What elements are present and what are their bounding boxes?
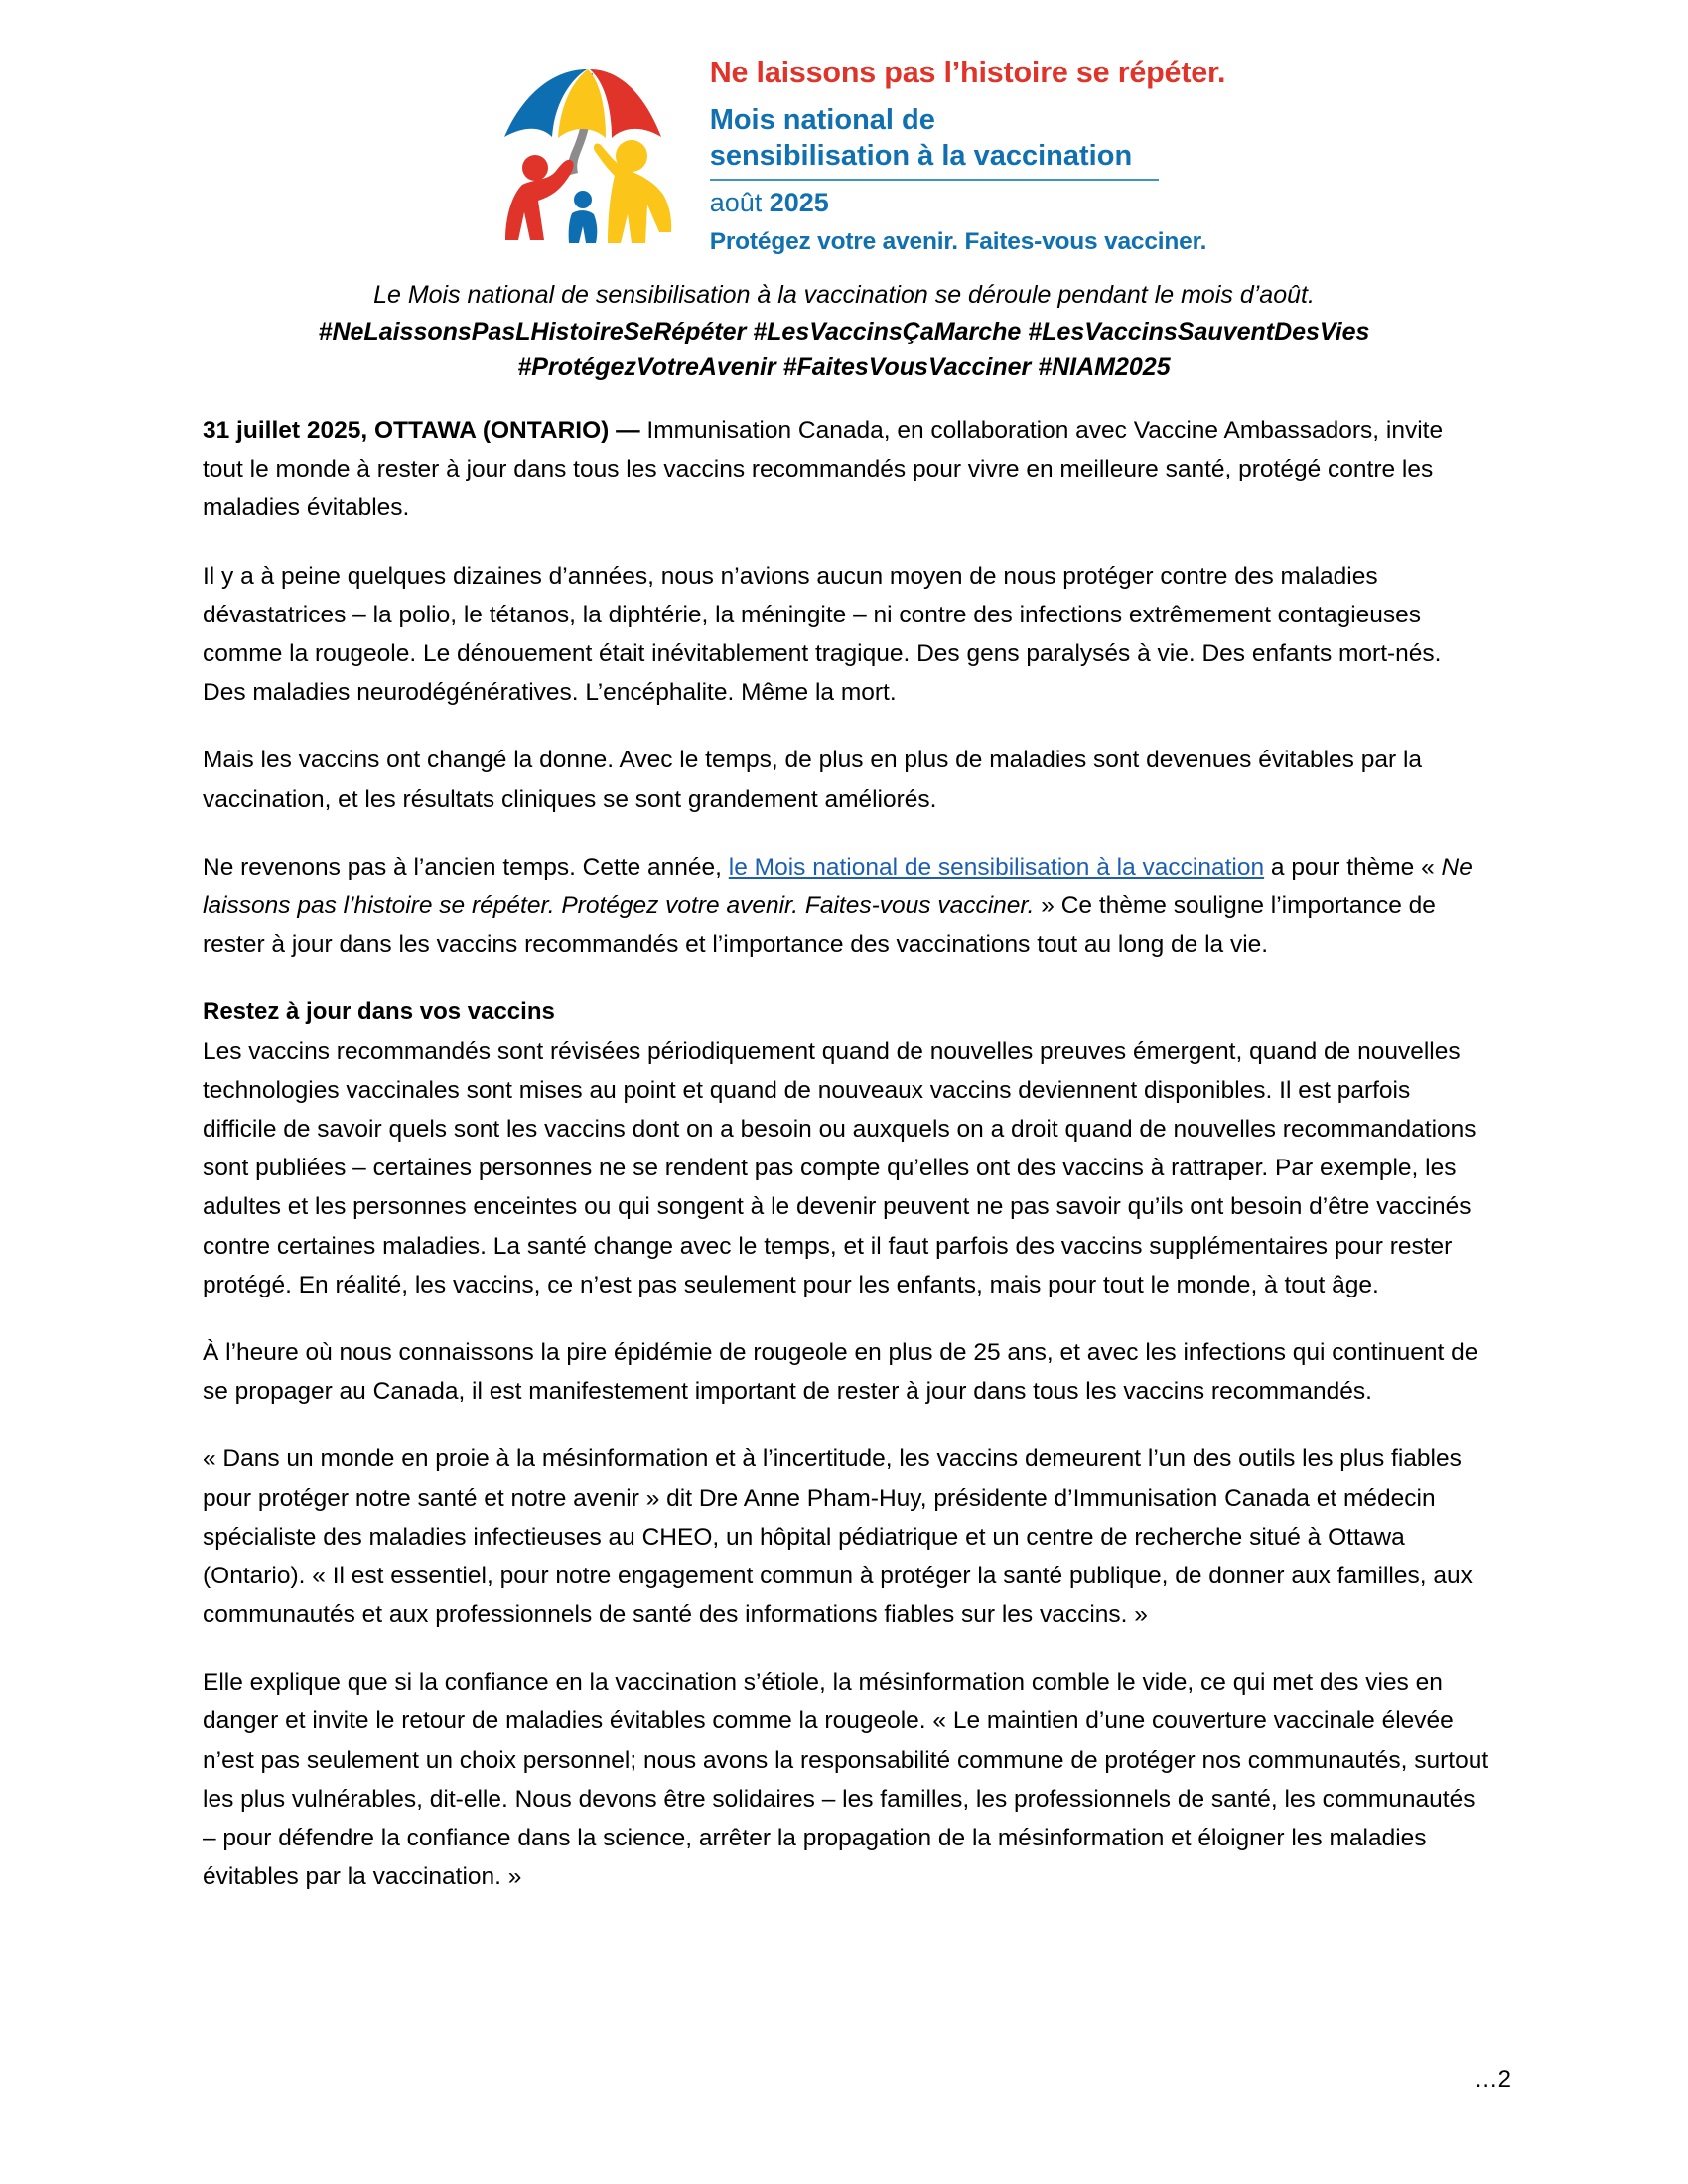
- dateline: 31 juillet 2025, OTTAWA (ONTARIO) —: [203, 417, 640, 445]
- theme-text-before: Ne revenons pas à l’ancien temps. Cette année,: [203, 853, 729, 881]
- tagline-block: [0, 278, 1688, 386]
- logo-divider: [710, 179, 1159, 181]
- paragraph-lead-text: Immunisation Canada, en collaboration avec Vaccine Ambassadors, invite tout le monde à rester à jour dans tous les vaccins recommandés pour vivre en meilleure santé, protégé contre les maladies évitables.: [203, 417, 1444, 522]
- paragraph-quote-confidence: Elle explique que si la confiance en la vaccination s’étiole, la mésinformation comble le vide, ce qui met des vies en danger et invite le retour de maladies évitables comme la rougeole. « Le maintien d’une couverture vaccinale élevée n’est pas seulement un choix personnel; nous avons la responsabilité commune de protéger nos communautés, surtout les plus vulnérables, dit-elle. Nous devons être solidaires – les familles, les professionnels de santé, les communautés – pour défendre la confiance dans la science, arrêter la propagation de la mésinformation et éloigner les maladies évitables par la vaccination. »: [203, 1669, 1489, 1891]
- paragraph-lead: [203, 411, 1489, 528]
- logo-slogan: Ne laissons pas l’histoire se répéter.: [709, 56, 1226, 89]
- logo-month: août: [709, 188, 770, 218]
- umbrella-with-family-icon: [483, 46, 696, 244]
- theme-text-after: » Ce thème souligne l’importance de rester à jour dans les vaccins recommandés et l’importance des vaccinations tout au long de la vie.: [203, 891, 1436, 959]
- logo-title-line-2: sensibilisation à la vaccination: [709, 139, 1133, 172]
- logo-date: [710, 187, 1226, 218]
- theme-text-middle: a pour thème «: [1264, 853, 1442, 881]
- press-release-body: [199, 385, 1489, 1896]
- paragraph-theme: [203, 848, 1489, 965]
- paragraph-vaccines-changed: Mais les vaccins ont changé la donne. Avec le temps, de plus en plus de maladies sont devenues évitables par la vaccination, et les résultats cliniques se sont grandement améliorés.: [203, 747, 1423, 813]
- niam-link[interactable]: le Mois national de sensibilisation à la vaccination: [728, 853, 1265, 881]
- niam-logo-artwork: [483, 46, 696, 244]
- paragraph-history: Il y a à peine quelques dizaines d’années, nous n’avions aucun moyen de nous protéger contre des maladies dévastatrices – la polio, le tétanos, la diphtérie, la méningite – ni contre des infections extrêmement contagieuses comme la rougeole. Le dénouement était inévitablement tragique. Des gens paralysés à vie. Des enfants mort-nés. Des maladies neurodégénératives. L’encéphalite. Même la mort.: [203, 562, 1442, 707]
- tagline-sentence: Le Mois national de sensibilisation à la vaccination se déroule pendant le mois d’août.: [373, 280, 1315, 309]
- logo-year: 2025: [769, 188, 829, 218]
- masthead: [0, 0, 1688, 256]
- section-heading-stay-up-to-date: Restez à jour dans vos vaccins: [203, 998, 555, 1025]
- hashtags-line-1: #NeLaissonsPasLHistoireSeRépéter #LesVaccinsÇaMarche #LesVaccinsSauventDesVies: [318, 318, 1370, 346]
- paragraph-recommendations: Les vaccins recommandés sont révisées périodiquement quand de nouvelles preuves émergent, quand de nouvelles technologies vaccinales sont mises au point et quand de nouveaux vaccins deviennent disponibles. Il est parfois difficile de savoir quels sont les vaccins dont on a besoin ou auxquels on a droit quand de nouvelles recommandations sont publiées – certaines personnes ne se rendent pas compte qu’elles ont des vaccins à rattraper. Par exemple, les adultes et les personnes enceintes ou qui songent à le devenir peuvent ne pas savoir qu’ils ont besoin d’être vaccinés contre certaines maladies. La santé change avec le temps, et il faut parfois des vaccins supplémentaires pour rester protégé. En réalité, les vaccins, ce n’est pas seulement pour les enfants, mais pour tout le monde, à tout âge.: [203, 1037, 1477, 1298]
- theme-quote: Ne laissons pas l’histoire se répéter. Protégez votre avenir. Faites-vous vacciner.: [203, 853, 1473, 919]
- page-folio: …2: [1474, 2066, 1511, 2093]
- paragraph-quote-pham-huy: « Dans un monde en proie à la mésinformation et à l’incertitude, les vaccins demeurent l’un des outils les plus fiables pour protéger notre santé et notre avenir » dit Dre Anne Pham-Huy, présidente d’Immunisation Canada et médecin spécialiste des maladies infectieuses au CHEO, un hôpital pédiatrique et un centre de recherche situé à Ottawa (Ontario). « Il est essentiel, pour notre engagement commun à protéger la santé publique, de donner aux familles, aux communautés et aux professionnels de santé des informations fiables sur les vaccins. »: [203, 1445, 1473, 1629]
- logo-call-to-action: Protégez votre avenir. Faites-vous vacciner.: [709, 227, 1207, 255]
- logo-wordmark: [710, 46, 1226, 256]
- hashtags-line-2: #ProtégezVotreAvenir #FaitesVousVacciner #NIAM2025: [517, 352, 1171, 381]
- logo-title-line-1: Mois national de: [709, 104, 935, 137]
- paragraph-measles: À l’heure où nous connaissons la pire épidémie de rougeole en plus de 25 ans, et avec les infections qui continuent de se propager au Canada, il est manifestement important de rester à jour dans tous les vaccins recommandés.: [203, 1338, 1478, 1406]
